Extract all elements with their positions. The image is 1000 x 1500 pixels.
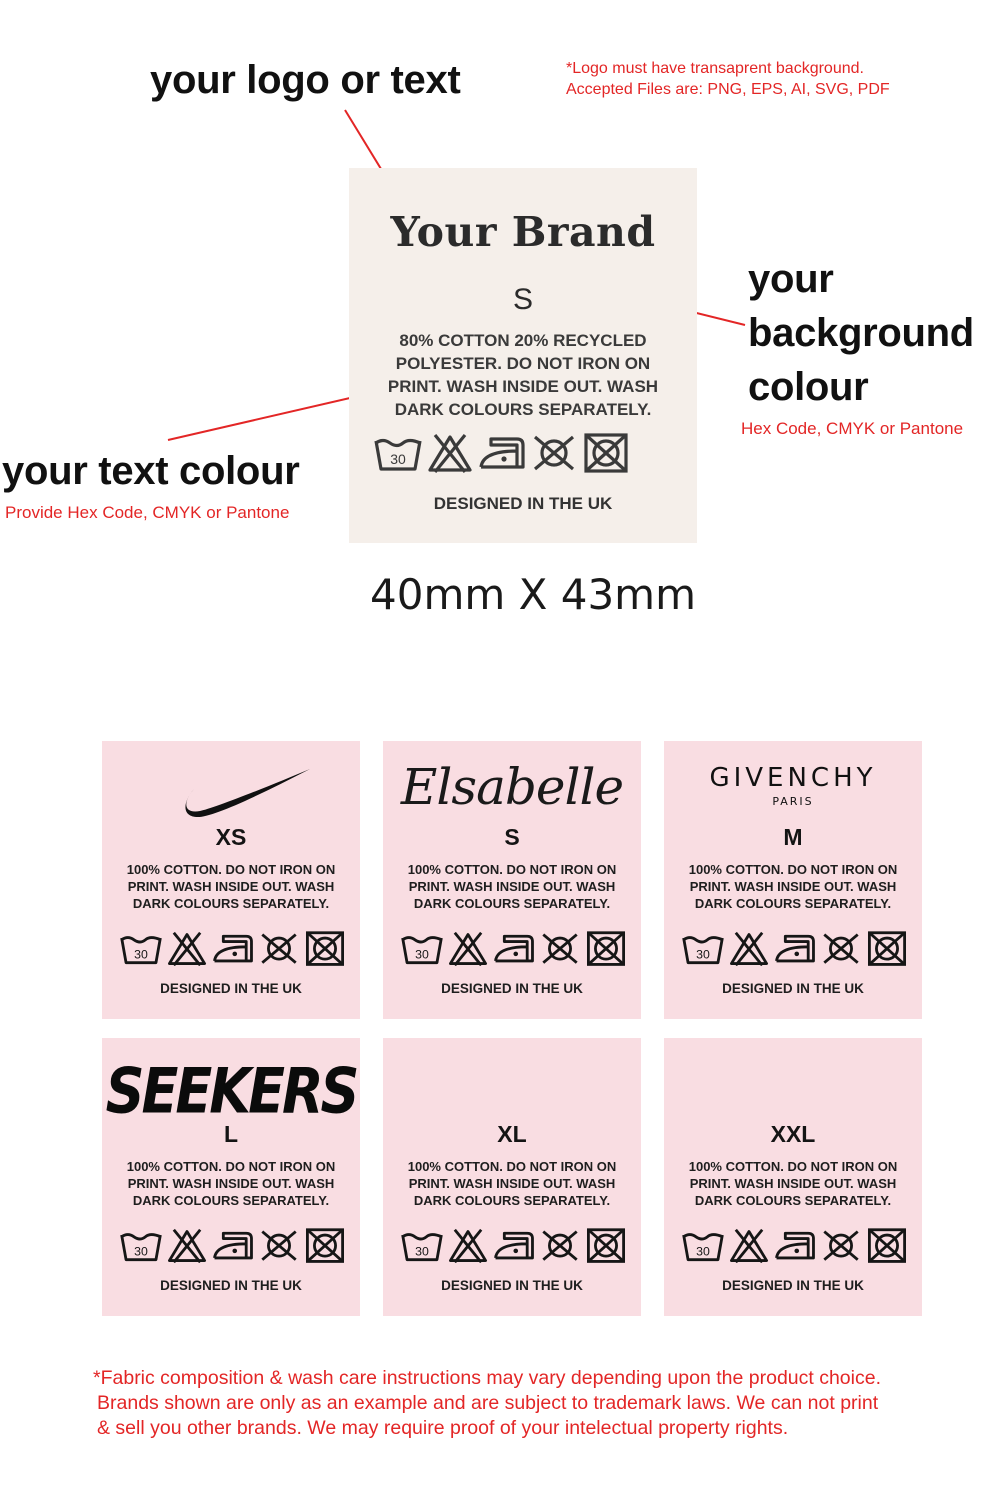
label-composition [389, 1158, 635, 1209]
composition-line: PRINT. WASH INSIDE OUT. WASH [689, 879, 897, 894]
main-care-icons [373, 433, 631, 473]
svg-text:30: 30 [415, 947, 429, 962]
text-colour-callout: your text colour [2, 449, 300, 493]
svg-text:30: 30 [134, 947, 148, 962]
label-size: XXL [770, 1121, 816, 1147]
composition-line: 100% COTTON. DO NOT IRON ON [126, 862, 336, 877]
no-dry-clean-icon [581, 433, 631, 473]
label-care-icons [119, 931, 347, 966]
no-bleach-icon [165, 931, 209, 966]
text-colour-note: Provide Hex Code, CMYK or Pantone [5, 503, 290, 522]
background-callout-line3: colour [748, 365, 869, 409]
no-dry-clean-icon [584, 1228, 628, 1263]
disclaimer [93, 1366, 881, 1441]
svg-text:30: 30 [134, 1244, 148, 1259]
svg-text:30: 30 [390, 451, 406, 467]
no-tumble-dry-icon [257, 931, 301, 966]
example-label-card [383, 741, 641, 1019]
iron-icon [773, 1228, 817, 1263]
no-bleach-icon [446, 931, 490, 966]
label-logo-area [102, 1048, 360, 1128]
disclaimer-line3: & sell you other brands. We may require proof of your intelectual property rights. [97, 1417, 789, 1439]
svg-text:30: 30 [696, 947, 710, 962]
no-tumble-dry-icon [819, 1228, 863, 1263]
composition-line: DARK COLOURS SEPARATELY. [394, 400, 652, 419]
wash-30-icon [400, 1228, 444, 1263]
label-designed: DESIGNED IN THE UK [160, 981, 302, 996]
no-dry-clean-icon [865, 1228, 909, 1263]
iron-icon [477, 433, 527, 473]
no-tumble-dry-icon [529, 433, 579, 473]
wordmark-logo-subtext: PARIS [772, 795, 814, 808]
label-logo-area [102, 751, 360, 823]
label-logo-area [664, 1048, 922, 1120]
main-label-preview [349, 168, 697, 543]
main-label-brand: Your Brand [390, 208, 656, 256]
main-label-composition [363, 329, 683, 421]
no-bleach-icon [165, 1228, 209, 1263]
wash-30-icon [681, 1228, 725, 1263]
main-label-designed: DESIGNED IN THE UK [433, 494, 613, 513]
label-care-icons [119, 1228, 347, 1263]
label-logo-area [383, 751, 641, 823]
wash-30-icon [373, 433, 423, 473]
logo-file-note-line2: Accepted Files are: PNG, EPS, AI, SVG, PDF [566, 81, 890, 98]
disclaimer-line1: *Fabric composition & wash care instructions may vary depending upon the product choice. [93, 1367, 881, 1389]
swoosh-logo [102, 751, 360, 823]
no-bleach-icon [727, 1228, 771, 1263]
wash-30-icon [119, 1228, 163, 1263]
label-size: XL [497, 1121, 527, 1147]
label-composition [670, 861, 916, 912]
composition-line: 100% COTTON. DO NOT IRON ON [126, 1159, 336, 1174]
label-care-icons [400, 931, 628, 966]
main-label-size: S [512, 283, 533, 316]
label-care-icons [681, 931, 909, 966]
svg-text:30: 30 [696, 1244, 710, 1259]
no-bleach-icon [727, 931, 771, 966]
composition-line: DARK COLOURS SEPARATELY. [413, 1193, 611, 1208]
no-dry-clean-icon [865, 931, 909, 966]
composition-line: 100% COTTON. DO NOT IRON ON [688, 862, 898, 877]
label-size: M [783, 824, 803, 850]
label-logo-area [664, 751, 922, 823]
iron-icon [492, 931, 536, 966]
label-designed: DESIGNED IN THE UK [160, 1278, 302, 1293]
no-dry-clean-icon [584, 931, 628, 966]
block-logo: SEEKERS [105, 1054, 357, 1128]
composition-line: PRINT. WASH INSIDE OUT. WASH [387, 377, 659, 396]
example-label-card [664, 741, 922, 1019]
label-care-icons [681, 1228, 909, 1263]
wash-30-icon [400, 931, 444, 966]
wash-30-icon [119, 931, 163, 966]
wordmark-logo-text: GIVENCHY [709, 763, 877, 793]
iron-icon [492, 1228, 536, 1263]
background-callout-line1: your [748, 257, 834, 301]
composition-line: 100% COTTON. DO NOT IRON ON [407, 1159, 617, 1174]
no-dry-clean-icon [303, 931, 347, 966]
example-label-card [102, 741, 360, 1019]
composition-line: PRINT. WASH INSIDE OUT. WASH [127, 1176, 335, 1191]
iron-icon [211, 931, 255, 966]
background-note: Hex Code, CMYK or Pantone [741, 419, 964, 438]
wash-30-icon [681, 931, 725, 966]
composition-line: 100% COTTON. DO NOT IRON ON [688, 1159, 898, 1174]
no-tumble-dry-icon [538, 931, 582, 966]
no-tumble-dry-icon [819, 931, 863, 966]
composition-line: PRINT. WASH INSIDE OUT. WASH [408, 1176, 616, 1191]
label-logo-area [383, 1048, 641, 1120]
label-size: S [504, 824, 520, 850]
no-tumble-dry-icon [257, 1228, 301, 1263]
wordmark-logo [664, 751, 922, 808]
composition-line: DARK COLOURS SEPARATELY. [132, 1193, 330, 1208]
label-care-icons [400, 1228, 628, 1263]
example-label-card [383, 1038, 641, 1316]
composition-line: POLYESTER. DO NOT IRON ON [395, 354, 651, 373]
iron-icon [211, 1228, 255, 1263]
no-bleach-icon [425, 433, 475, 473]
composition-line: PRINT. WASH INSIDE OUT. WASH [408, 879, 616, 894]
text-colour-arrow [168, 392, 376, 440]
label-composition [389, 861, 635, 912]
disclaimer-line2: Brands shown are only as an example and are subject to trademark laws. We can not print [97, 1392, 879, 1414]
composition-line: DARK COLOURS SEPARATELY. [413, 896, 611, 911]
composition-line: 100% COTTON. DO NOT IRON ON [407, 862, 617, 877]
label-dimensions: 40mm X 43mm [370, 570, 697, 619]
script-logo: Elsabelle [400, 758, 624, 816]
logo-file-note-line1: *Logo must have transaprent background. [566, 60, 864, 77]
label-designed: DESIGNED IN THE UK [722, 981, 864, 996]
no-dry-clean-icon [303, 1228, 347, 1263]
no-bleach-icon [446, 1228, 490, 1263]
label-composition [108, 861, 354, 912]
label-designed: DESIGNED IN THE UK [441, 981, 583, 996]
composition-line: 80% COTTON 20% RECYCLED [399, 331, 647, 350]
composition-line: PRINT. WASH INSIDE OUT. WASH [689, 1176, 897, 1191]
svg-text:30: 30 [415, 1244, 429, 1259]
example-label-card [102, 1038, 360, 1316]
label-composition [670, 1158, 916, 1209]
label-size: XS [215, 824, 247, 850]
label-size: L [223, 1121, 239, 1147]
label-designed: DESIGNED IN THE UK [441, 1278, 583, 1293]
composition-line: PRINT. WASH INSIDE OUT. WASH [127, 879, 335, 894]
label-composition [108, 1158, 354, 1209]
label-designed: DESIGNED IN THE UK [722, 1278, 864, 1293]
iron-icon [773, 931, 817, 966]
background-callout-line2: background [748, 311, 974, 355]
composition-line: DARK COLOURS SEPARATELY. [694, 896, 892, 911]
example-label-card [664, 1038, 922, 1316]
no-tumble-dry-icon [538, 1228, 582, 1263]
composition-line: DARK COLOURS SEPARATELY. [132, 896, 330, 911]
logo-callout: your logo or text [150, 58, 461, 102]
composition-line: DARK COLOURS SEPARATELY. [694, 1193, 892, 1208]
